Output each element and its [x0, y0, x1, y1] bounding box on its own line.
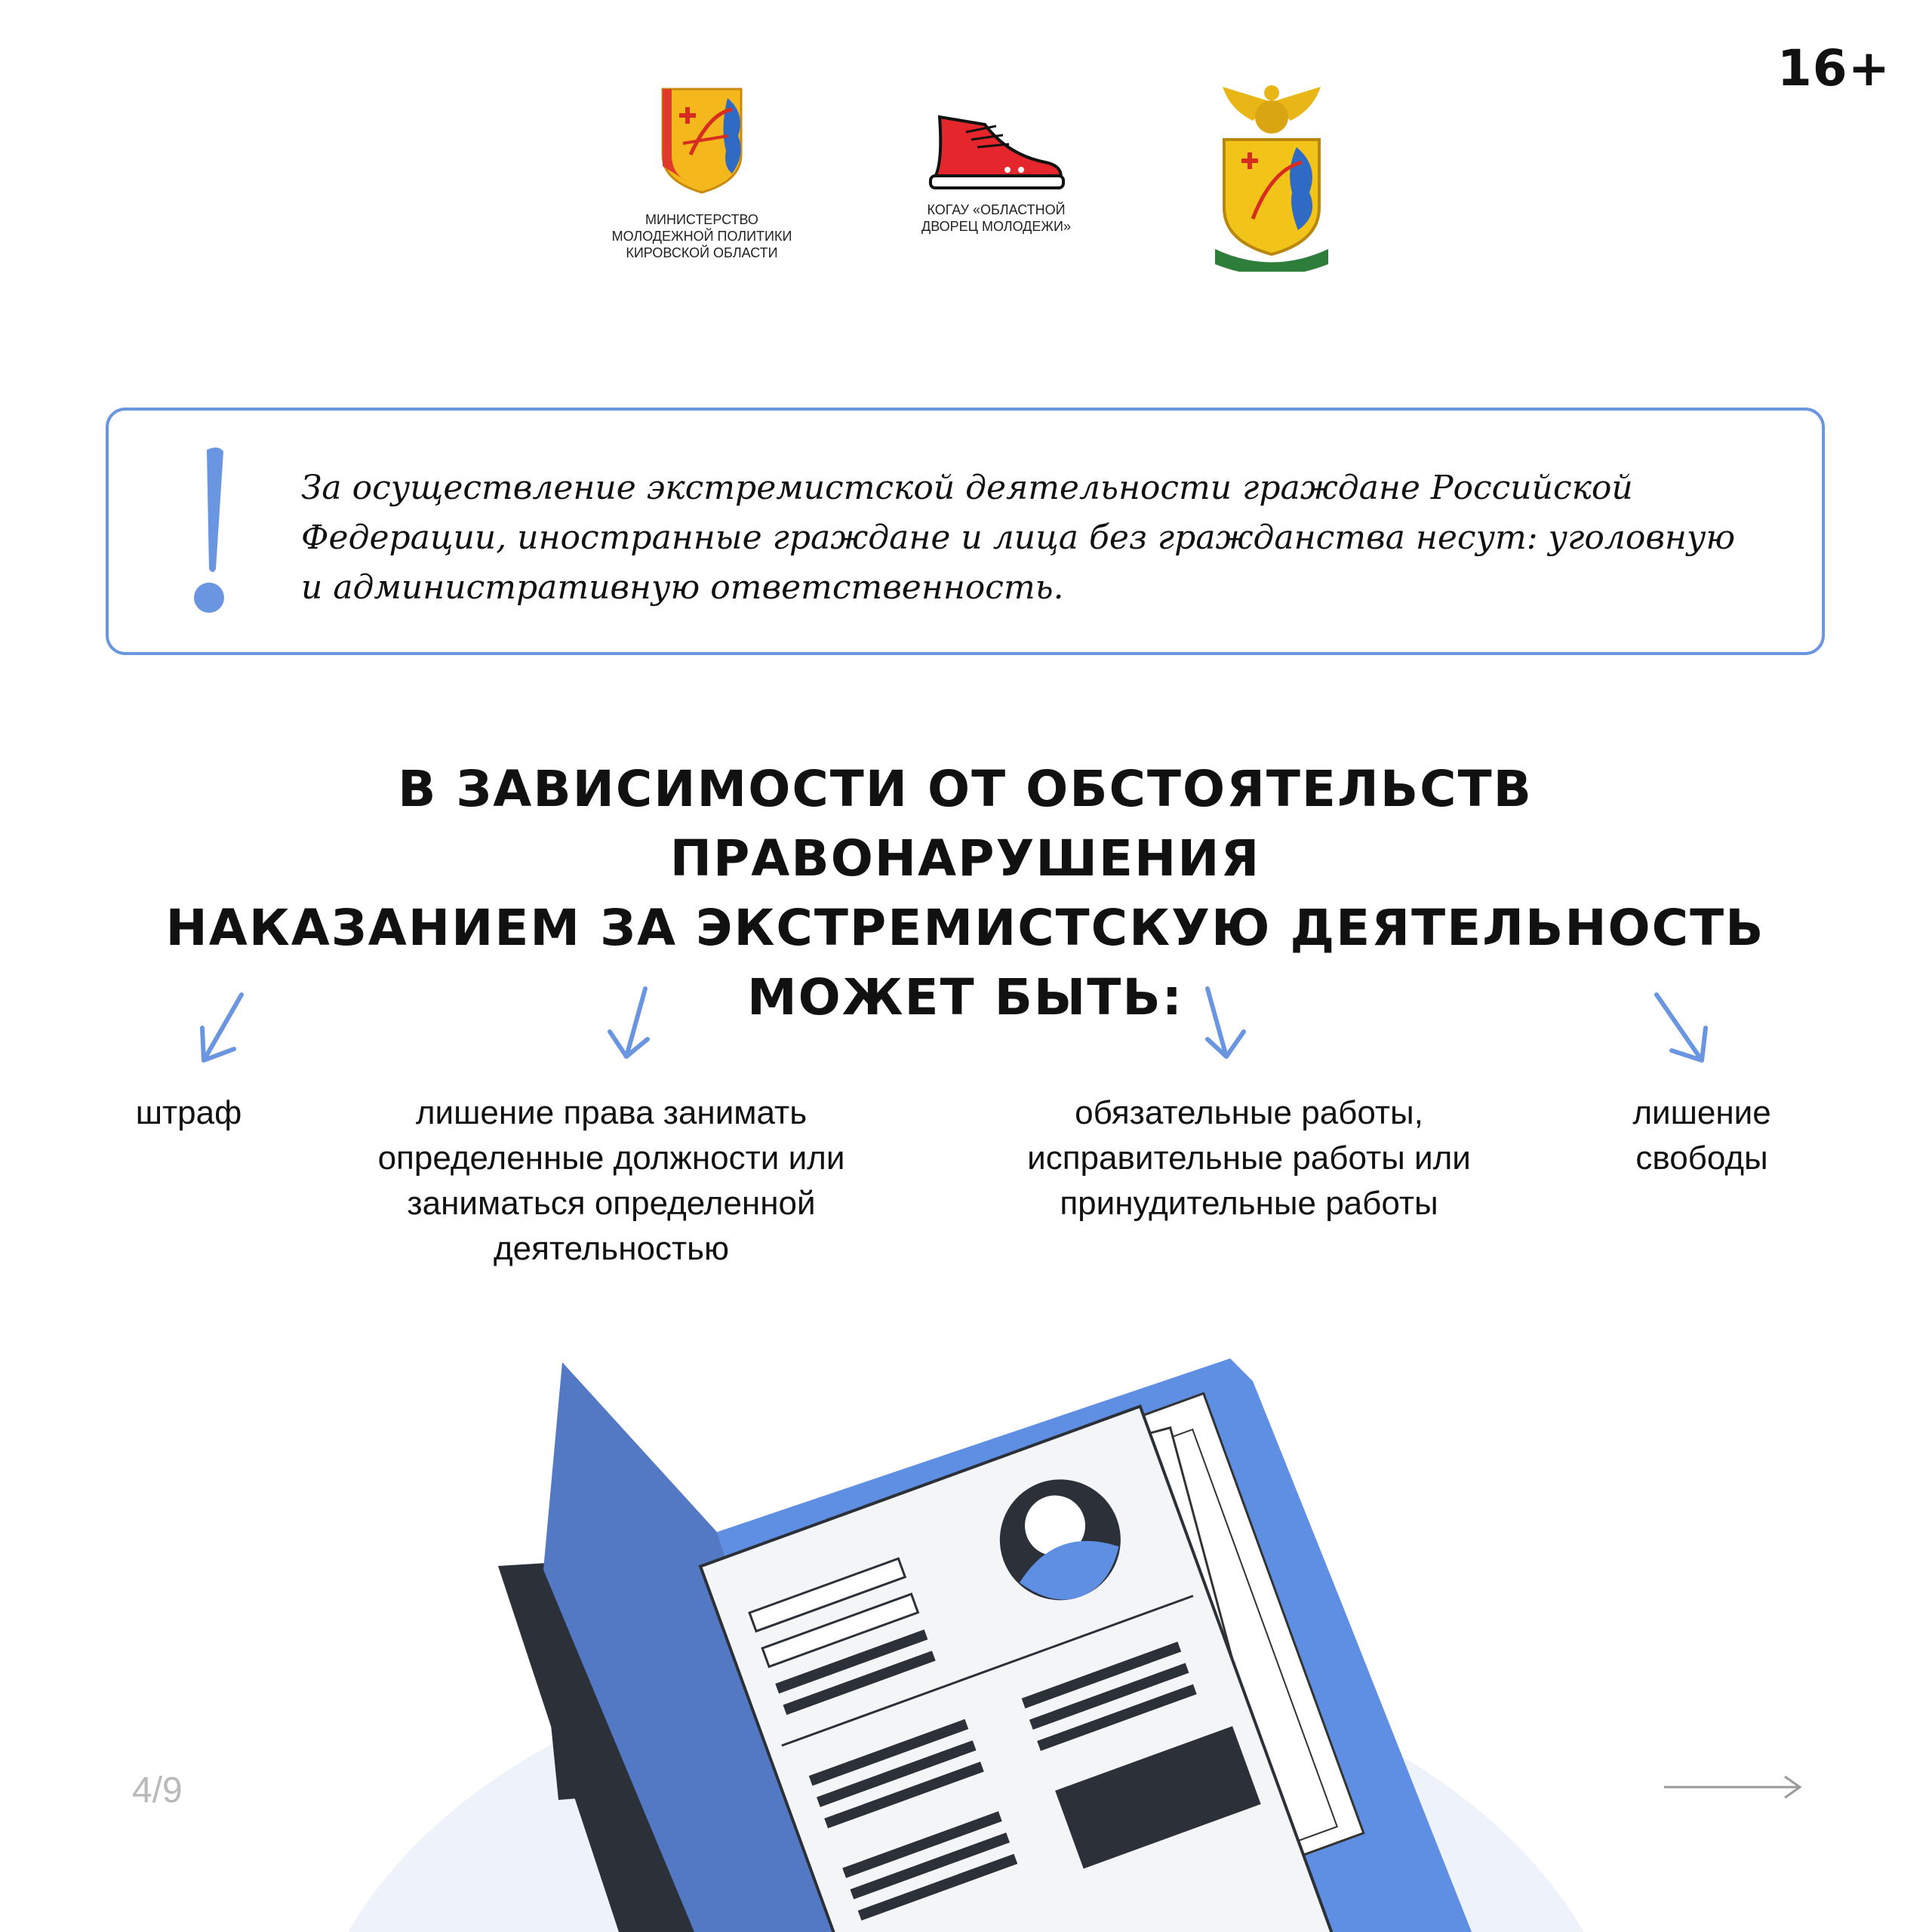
palace-logo [902, 109, 1091, 235]
penalty-imprisonment: лишение свободы [1632, 1094, 1771, 1177]
penalty-disqualification: лишение права занимать определенные должности или заниматься определенной деятельностью [377, 1094, 845, 1267]
arrow-down-right-icon [1185, 985, 1268, 1068]
next-arrow-icon[interactable] [1664, 1772, 1804, 1802]
ministry-logo [596, 83, 808, 261]
arrow-down-left-icon [189, 989, 272, 1072]
penalty-fine: штраф [135, 1094, 242, 1131]
headline-line-3: МОЖЕТ БЫТЬ: [746, 968, 1184, 1026]
palace-caption: КОГАУ «ОБЛАСТНОЙ ДВОРЕЦ МОЛОДЕЖИ» [921, 202, 1071, 234]
notice-text: За осуществление экстремистской деятельности граждане Российской Федерации, иностранные граждане и лица без гражданства несут: уголовную и административную ответственность. [301, 469, 1736, 607]
headline-line-2: НАКАЗАНИЕМ ЗА ЭКСТРЕМИСТСКУЮ ДЕЯТЕЛЬНОСТЬ [165, 899, 1765, 957]
headline [106, 755, 1825, 1032]
police-emblem-icon [1208, 79, 1336, 272]
exclamation-icon [184, 441, 237, 626]
notice-box [106, 408, 1825, 655]
arrow-down-right-icon [1638, 989, 1721, 1072]
page-indicator: 4/9 [132, 1770, 183, 1810]
penalty-labor: обязательные работы, исправительные работы или принудительные работы [1027, 1094, 1471, 1222]
age-rating-badge: 16+ [1777, 39, 1890, 97]
arrow-down-left-icon [589, 985, 672, 1068]
kirov-coat-of-arms-icon [657, 83, 747, 196]
ministry-caption: МИНИСТЕРСТВО МОЛОДЕЖНОЙ ПОЛИТИКИ КИРОВСКОЙ ОБЛАСТИ [611, 212, 792, 260]
sneaker-icon [924, 109, 1068, 192]
headline-line-1: В ЗАВИСИМОСТИ ОТ ОБСТОЯТЕЛЬСТВ ПРАВОНАРУШЕНИЯ [398, 760, 1533, 888]
documents-folder-illustration [0, 1328, 1932, 1932]
police-logo [1200, 79, 1343, 275]
